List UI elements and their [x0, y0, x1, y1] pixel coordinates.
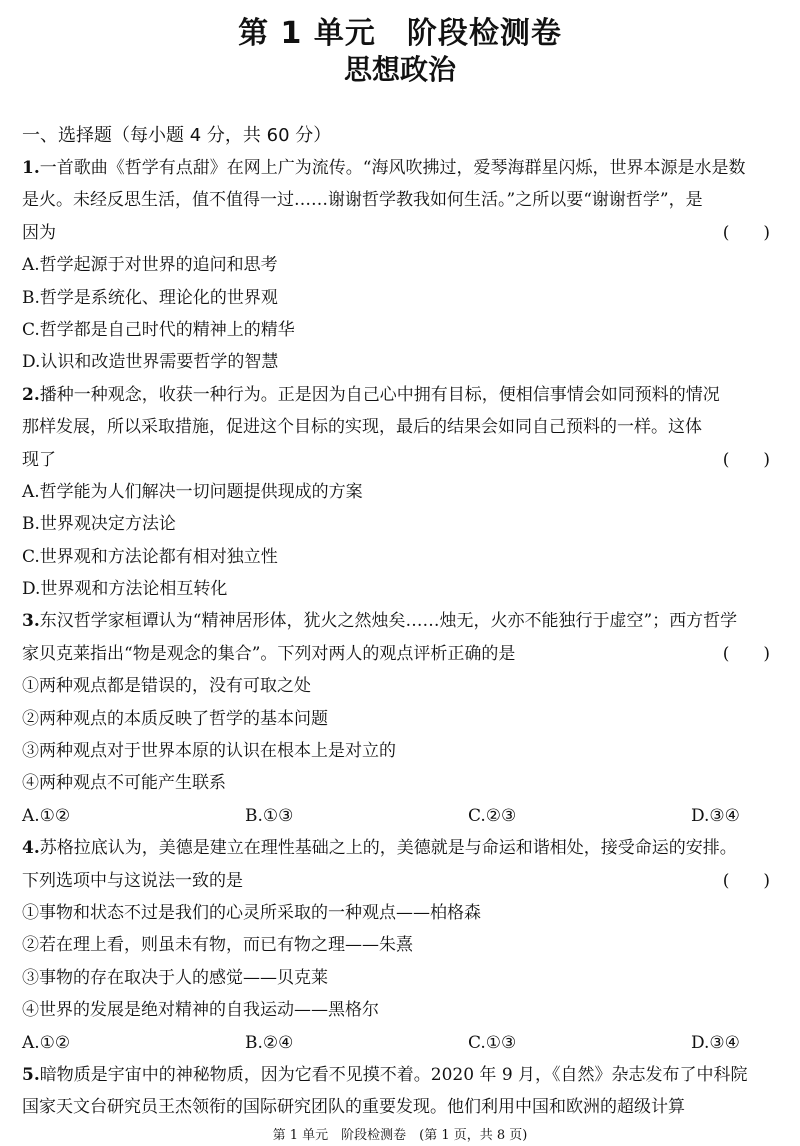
option-d: D.③④ [691, 1032, 740, 1053]
statement-2: ②两种观点的本质反映了哲学的基本问题 [22, 708, 328, 729]
statement-4: ④世界的发展是绝对精神的自我运动——黑格尔 [22, 1000, 379, 1021]
question-3-line [22, 605, 782, 637]
options-row [22, 1027, 782, 1059]
answer-bracket: ( ) [722, 449, 770, 470]
option-b: B.世界观决定方法论 [22, 514, 176, 535]
statement-3: ③两种观点对于世界本原的认识在根本上是对立的 [22, 741, 396, 762]
section-heading: 一、选择题（每小题 4 分，共 60 分） [22, 125, 332, 146]
statement-2: ②若在理上看，则虽未有物，而已有物之理——朱熹 [22, 935, 413, 956]
question-text: 一首歌曲《哲学有点甜》在网上广为流传。“海风吹拂过，爱琴海群星闪烁，世界本源是水是数 [39, 158, 746, 178]
question-text: 播种一种观念，收获一种行为。正是因为自己心中拥有目标，便相信事情会如同预料的情况 [39, 384, 720, 405]
question-1-line: 是火。未经反思生活，值不值得一过……谢谢哲学教我如何生活。”之所以要“谢谢哲学”，是 [22, 190, 703, 211]
page-footer: 第 1 单元 阶段检测卷 (第 1 页，共 8 页) [272, 1128, 528, 1143]
option-c: C.①③ [468, 1032, 517, 1053]
question-5-line: 国家天文台研究员王杰领衔的国际研究团队的重要发现。他们利用中国和欧洲的超级计算 [22, 1097, 685, 1118]
question-text: 现了 [22, 449, 56, 470]
answer-bracket: ( ) [722, 870, 770, 891]
question-text: 暗物质是宇宙中的神秘物质，因为它看不见摸不着。2020 年 9 月，《自然》杂志发布了中科院 [39, 1064, 748, 1085]
statement-4: ④两种观点不可能产生联系 [22, 773, 226, 794]
question-2-line: 那样发展，所以采取措施，促进这个目标的实现，最后的结果会如同自己预料的一样。这体 [22, 417, 702, 438]
exam-content [22, 120, 782, 1124]
answer-bracket: ( ) [722, 222, 770, 243]
question-1-line [22, 152, 782, 184]
question-2-line [22, 379, 782, 411]
question-text: 家贝克莱指出“物是观念的集合”。下列对两人的观点评析正确的是 [22, 643, 516, 664]
statement-1: ①两种观点都是错误的，没有可取之处 [22, 676, 311, 697]
question-4-line [22, 832, 782, 864]
statement-1: ①事物和状态不过是我们的心灵所采取的一种观点——柏格森 [22, 902, 481, 923]
question-number: 3. [22, 611, 40, 632]
question-number: 1. [22, 158, 40, 178]
question-text: 下列选项中与这说法一致的是 [22, 870, 243, 891]
question-number: 5. [22, 1064, 40, 1085]
option-c: C.②③ [468, 805, 517, 826]
question-text: 东汉哲学家桓谭认为“精神居形体，犹火之然烛矣……烛无，火亦不能独行于虚空”；西方哲学 [39, 611, 738, 632]
exam-subject: 思想政治 [343, 53, 456, 86]
option-a: A.哲学能为人们解决一切问题提供现成的方案 [22, 481, 363, 502]
option-c: C.世界观和方法论都有相对独立性 [22, 546, 278, 567]
options-row [22, 800, 782, 832]
question-1-line [22, 217, 782, 249]
question-2-line [22, 444, 782, 476]
question-number: 4. [22, 838, 40, 859]
question-4-line [22, 865, 782, 897]
option-d: D.认识和改造世界需要哲学的智慧 [22, 352, 279, 373]
question-number: 2. [22, 384, 40, 405]
option-d: D.世界观和方法论相互转化 [22, 579, 228, 600]
exam-title: 第 1 单元 阶段检测卷 [238, 16, 562, 51]
option-a: A.①② [22, 1032, 71, 1053]
answer-bracket: ( ) [722, 643, 770, 664]
option-a: A.哲学起源于对世界的追问和思考 [22, 255, 278, 276]
statement-3: ③事物的存在取决于人的感觉——贝克莱 [22, 967, 328, 988]
option-b: B.哲学是系统化、理论化的世界观 [22, 287, 278, 308]
option-d: D.③④ [691, 805, 740, 826]
question-5-line [22, 1059, 782, 1091]
option-b: B.②④ [245, 1032, 294, 1053]
option-a: A.①② [22, 805, 71, 826]
option-b: B.①③ [245, 805, 294, 826]
option-c: C.哲学都是自己时代的精神上的精华 [22, 319, 295, 340]
question-3-line [22, 638, 782, 670]
question-text: 因为 [22, 222, 56, 243]
question-text: 苏格拉底认为，美德是建立在理性基础之上的，美德就是与命运和谐相处，接受命运的安排。 [39, 838, 737, 859]
